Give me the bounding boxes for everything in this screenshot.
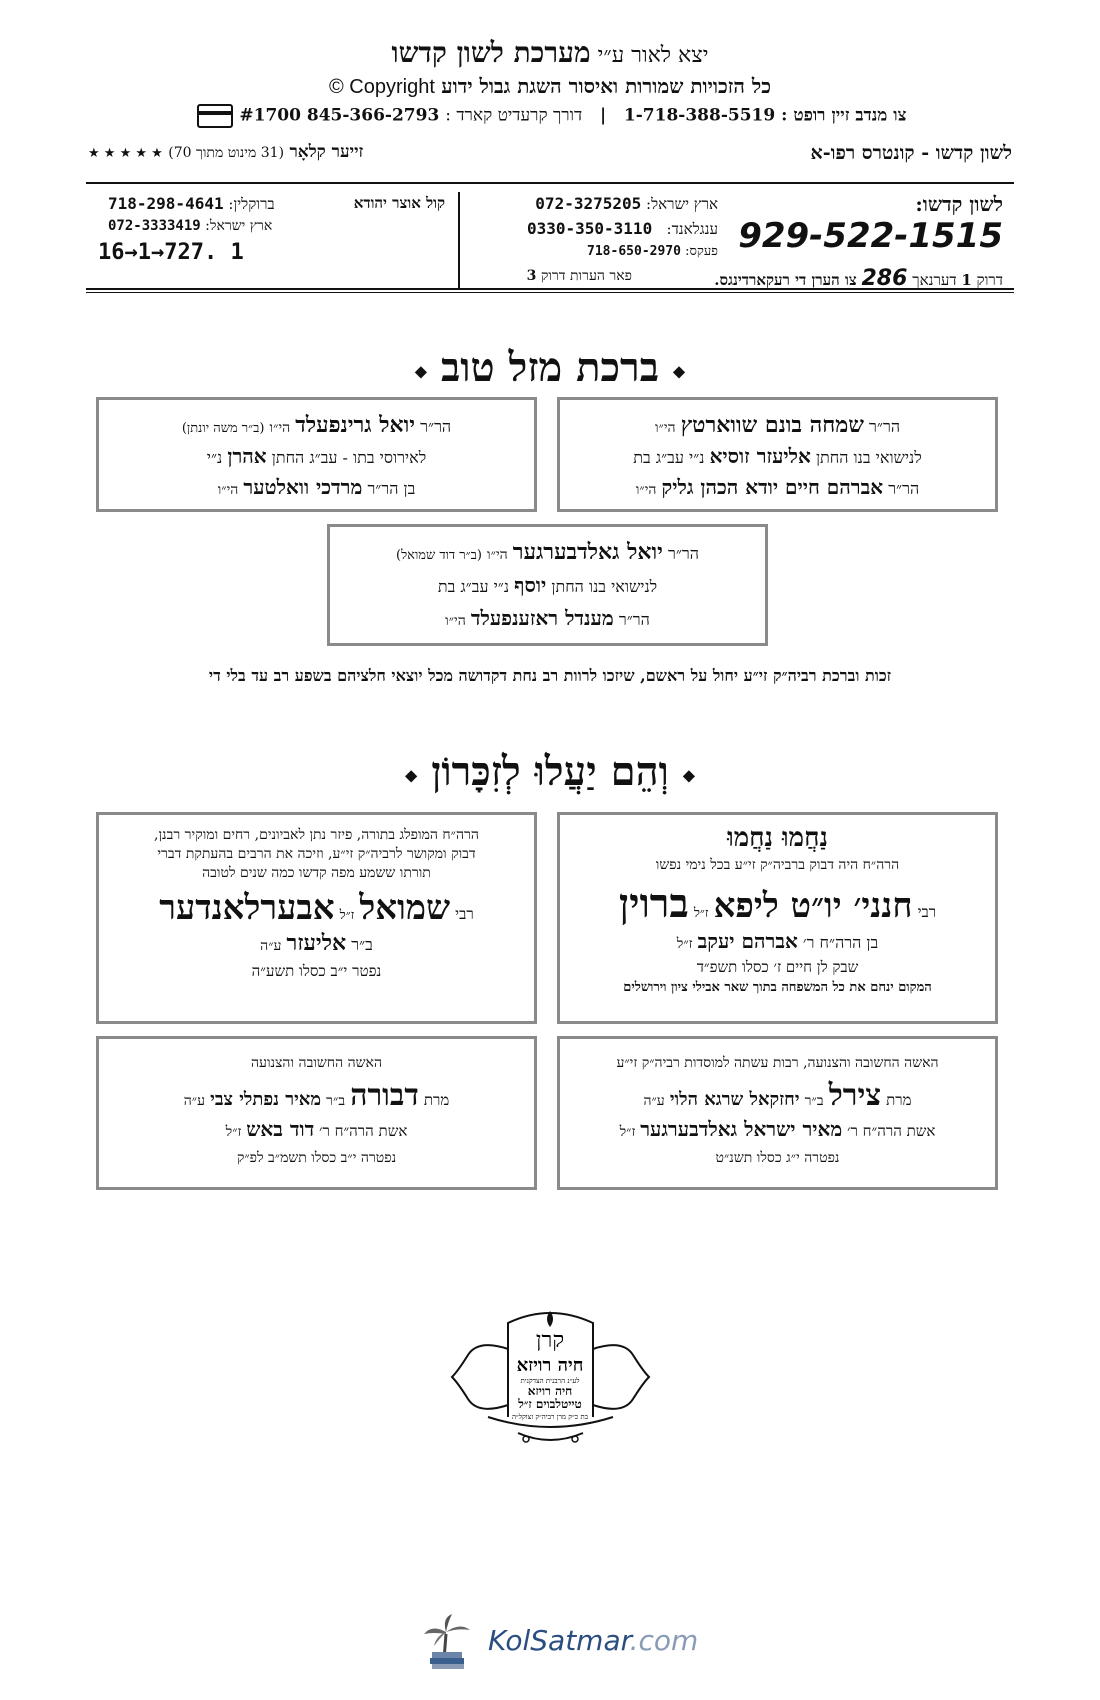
deceased-name-line [560,880,995,927]
husband-line [99,1117,534,1142]
memorial-box [557,1036,998,1190]
fax-label: פעקס: [685,244,718,259]
prefix: הר״ר [420,417,452,436]
logo-line1: קרן [535,1328,565,1353]
box-line [99,444,534,469]
deceased-name-line [99,888,534,928]
suffix: ז״ל [619,1124,636,1140]
brooklyn-label: ברוקלין: [228,195,275,213]
prefix: מרת [886,1091,912,1109]
prefix: לנישואי בנו החתן [551,577,658,596]
israel2-label: ארץ ישראל: [205,218,273,234]
prefix: ב״ר [351,935,373,954]
groom-name: אהרן [227,444,267,468]
suffix: ע״ה [183,1093,206,1109]
england-phone[interactable]: 0330-350-3110 [526,219,653,238]
publisher-line [0,36,1100,70]
notes-line [527,268,632,285]
intro-text: הרה״ח המופלג בתורה, פיזר נתן לאביונים, רחים ומוקיר רבנן, [154,827,479,843]
passing-date: שבק לן חיים ז׳ כסלו תשפ״ד [696,958,859,976]
info-bottom-rule-thin [86,292,1014,293]
clarity-label: זייער קלאָר [289,142,364,162]
press-ext: 286 [861,266,908,291]
lk-phone[interactable]: 929-522-1515 [738,216,1003,256]
box-line [330,573,765,598]
father-note: (ב״ר דוד שמואל) [396,548,482,563]
england-line [527,219,718,239]
lineage-line [560,929,995,954]
england-label: ענגלאנד: [666,220,718,238]
mazal-tov-title-text: ברכת מזל טוב [441,344,659,391]
box-line [330,606,765,631]
deceased-name-line [560,1078,995,1113]
copyright-mark: Copyright © [329,76,435,98]
blessing-footnote: זכות וברכת רביה״ק זי״ע יחול על ראשם, שיזכו לרוות רב נחת דקדושה מכל יוצאי חלציהם בשפע רב עד בלי די [208,666,892,685]
notes-text: פאר הערות דרוק [540,268,632,284]
father-name: אברהם יעקב [697,929,798,953]
deceased-name: צירל [828,1078,882,1113]
inlaw-name: אברהם חיים יודא הכהן גליק [661,475,884,499]
brand-tld: .com [629,1624,699,1657]
site-brand [488,1624,698,1657]
prefix: לנישואי בנו החתן [815,448,922,467]
passing-date: נפטרה י״ב כסלו תשמ״ב לפ״ק [236,1150,397,1166]
brooklyn-line [108,194,275,214]
prefix: ב״ר [804,1093,824,1109]
lineage-line [99,930,534,956]
recording-title: לשון קדשו - קונטרס רפו-א [810,142,1012,164]
prefix: הר״ר [667,544,699,563]
bullet-icon: ◆ [414,361,428,381]
husband-name: מאיר ישראל גאלדבערגער [640,1117,843,1141]
israel-phone[interactable]: 072-3275205 [535,194,642,213]
brooklyn-phone[interactable]: 718-298-4641 [108,194,224,213]
inlaw-name: מענדל ראזענפעלד [470,606,614,630]
donation-line [0,104,1100,128]
israel-line [535,194,718,214]
prefix: מרת [423,1091,450,1109]
suffix: ז״ל [225,1124,242,1140]
clarity-rating [88,142,363,162]
memorial-title [0,748,1100,795]
honoree-name: יואל גרינפעלד [295,412,416,438]
intro-text: דבוק ומקושר לרביה״ק זי״ע, וזיכה את הרבים בהעתקת דברי [157,846,476,862]
brand-name: KolSatmar [488,1624,630,1657]
passing-date: נפטר י״ב כסלו תשע״ה [251,962,382,980]
prefix: בן הרה״ח ר׳ [802,933,879,952]
credit-card-icon [197,104,233,128]
deceased-surname: אבערלאנדער [159,888,335,928]
kolsatmar-footer[interactable] [418,1612,698,1672]
memorial-title-text: וְהֵם יַעֲלוּ לְזִכָּרוֹן [431,748,669,795]
info-divider [458,192,460,288]
palm-tree-icon [418,1612,478,1672]
husband-line [560,1117,995,1142]
box-line [330,539,765,565]
publisher-name: מערכת לשון קדשו [391,36,591,69]
box-line [560,444,995,469]
memorial-box [557,812,998,1024]
deceased-name: דבורה [350,1078,419,1113]
mazal-tov-box [327,524,768,646]
prefix: הר״ר [618,610,650,629]
father-note: (ב״ר משה יונתן) [181,421,265,436]
prefix: בן הר״ר [367,479,416,498]
deceased-name-line [99,1078,534,1113]
suffix: נ״י [206,448,223,467]
father-name: אליעזר [286,930,347,956]
box-line [99,412,534,438]
honoree-name: שמחה בונם שווארטץ [680,412,864,438]
prefix: אשת הרה״ח ר׳ [318,1122,408,1140]
star-icons: ★ ★ ★ ★ ★ [88,146,163,161]
israel2-phone[interactable]: 072-3333419 [108,218,201,234]
deceased-first-name: שמואל [359,888,451,928]
memorial-box [96,1036,537,1190]
lk-instructions [714,266,1003,291]
copyright-line [0,74,1100,99]
press-suffix: צו הערן די רעקארדינגס. [714,271,857,289]
prefix: הר״ר [888,479,920,498]
suffix: ז״ל [693,906,709,921]
press-num: 1 [961,271,972,289]
box-line [560,412,995,438]
husband-name: דוד באש [246,1117,315,1141]
groom-name: יוסף [514,573,547,597]
separator: | [599,105,607,126]
logo-line2: חיה רויזא [516,1355,584,1376]
suffix: הי״ו [635,482,657,498]
suffix: הי״ו [654,420,676,436]
kol-label: קול אוצר יהודא [353,194,445,212]
father-name: מאיר נפתלי צבי [210,1089,322,1110]
suffix: הי״ו [487,547,508,563]
notes-num: 3 [526,268,537,284]
clarity-minutes: (31 מינוט מתוך 70) [168,145,285,161]
consolation-heading: נַחֲמוּ נַחֲמוּ [727,823,828,853]
father-name: יחזקאל שרגא הלוי [669,1089,800,1110]
info-top-rule [86,182,1014,184]
prefix: אשת הרה״ח ר׳ [847,1122,936,1140]
copyright-text: כל הזכויות שמורות ואיסור השגת גבול ידוע [441,74,771,98]
mazal-tov-box [96,397,537,512]
suffix: ע״ה [643,1093,665,1109]
logo-line4: חיה רויזא [527,1384,573,1398]
press-prefix: דרוק [976,271,1003,289]
honoree-name: יואל גאלדבערגער [512,539,663,565]
prefix: ב״ר [326,1093,346,1109]
fax-line [587,243,718,259]
box-line [99,475,534,500]
deceased-first-name: חנני׳ יו״ט ליפא [713,886,913,926]
suffix: נ״י עב״ג בת [437,577,510,596]
israel2-line [108,218,272,235]
prefix: רבי [917,903,937,921]
intro-text: האשה החשובה והצנועה, רבות עשתה למוסדות רביה״ק זי״ע [616,1055,939,1071]
suffix: הי״ו [217,482,239,498]
card-label: דורך קרעדיט קארד : [445,105,583,126]
intro-text: תורתו ששמע מפה קדשו כמה שנים לטובה [202,865,431,881]
donate-phone: צו מנדב זיין רופט : 1-718-388-5519 [623,105,907,126]
inlaw-name: מרדכי וואלטער [243,475,363,499]
bullet-icon: ◆ [682,765,696,785]
prefix: רבי [455,905,474,923]
suffix: ז״ל [339,908,355,923]
box-line [560,475,995,500]
israel-label: ארץ ישראל: [646,195,718,213]
suffix: ז״ל [676,936,693,952]
dial-sequence: 16→1→727. 1 [98,240,244,265]
prefix: לאירוסי בתו - עב״ג החתן [271,448,427,467]
suffix: ע״ה [260,938,282,954]
bullet-icon: ◆ [672,361,686,381]
deceased-surname: ברוין [618,880,689,927]
fax-phone: 718-650-2970 [587,244,681,259]
keren-chaya-raiza-logo [448,1305,653,1450]
mazal-tov-title [0,344,1100,391]
press-mid: דערנאך [912,271,957,289]
lk-label: לשון קדשו: [915,192,1003,216]
logo-line3: לע״נ הרבנית הצדקנית [520,1377,580,1385]
logo-line6: בת כ״ק מרן רביה״ק זצוקל״ה [512,1413,588,1421]
logo-line5: טייטלבוים ז״ל [518,1397,582,1411]
prefix: הר״ר [869,417,901,436]
intro-text: האשה החשובה והצנועה [250,1055,383,1071]
suffix: נ״י עב״ג בת [633,448,705,467]
memorial-box [96,812,537,1024]
groom-name: אליעזר זוסיא [709,444,811,468]
suffix: הי״ו [445,613,466,629]
passing-date: נפטרה י״ג כסלו תשנ״ט [715,1150,840,1166]
card-phone: 845-366-2793 #1700 [239,105,440,126]
mazal-tov-box [557,397,998,512]
intro-text: הרה״ח היה דבוק ברביה״ק זי״ע בכל נימי נפשו [655,857,900,873]
publisher-prefix: יצא לאור ע״י [597,43,709,68]
suffix: הי״ו [269,420,291,436]
consolation-text: המקום ינחם את כל המשפחה בתוך שאר אבילי ציון וירושלים [623,980,932,995]
bullet-icon: ◆ [404,765,418,785]
